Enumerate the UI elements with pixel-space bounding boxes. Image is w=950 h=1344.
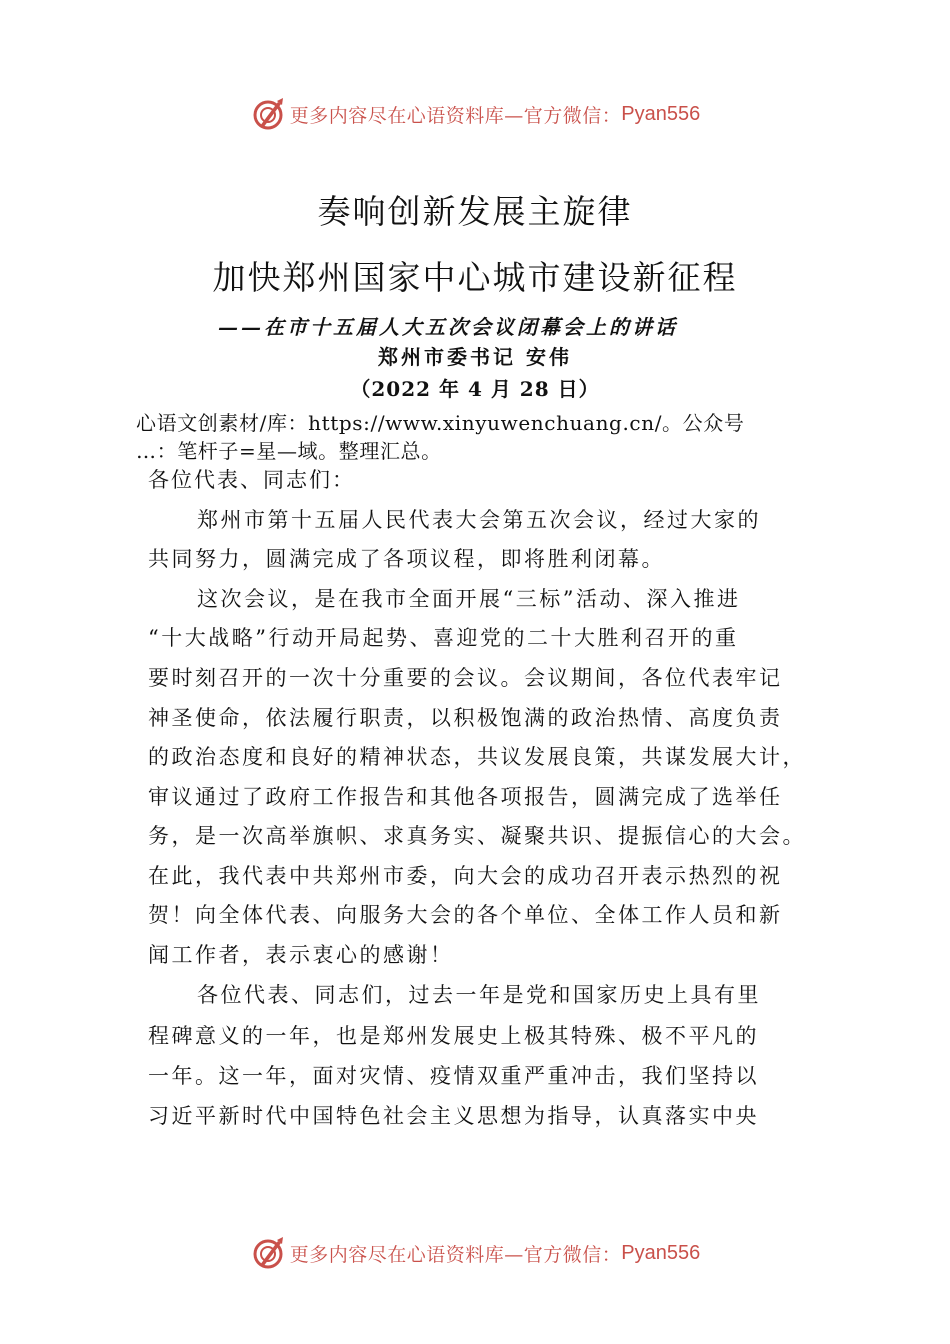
source-line-2: …：笔杆子=星—域。整理汇总。	[136, 439, 442, 463]
body-line: 在此，我代表中共郑州市委，向大会的成功召开表示热烈的祝	[148, 864, 783, 888]
body-line: 郑州市第十五届人民代表大会第五次会议，经过大家的	[197, 508, 761, 532]
body-line: 各位代表、同志们，过去一年是党和国家历史上具有里	[197, 983, 761, 1007]
title-line-2: 加快郑州国家中心城市建设新征程	[212, 258, 738, 297]
body-line: 程碑意义的一年，也是郑州发展史上极其特殊、极不平凡的	[148, 1024, 759, 1048]
speaker: 郑州市委书记 安伟	[378, 345, 572, 369]
subtitle: ——在市十五届人大五次会议闭幕会上的讲话	[218, 315, 678, 339]
body-line: 的政治态度和良好的精神状态，共议发展良策，共谋发展大计，	[148, 745, 806, 769]
body-line: “十大战略”行动开局起势、喜迎党的二十大胜利召开的重	[148, 626, 739, 650]
bottom-banner	[0, 1233, 950, 1273]
body-line: 这次会议，是在我市全面开展“三标”活动、深入推进	[197, 587, 741, 611]
banner-wechat-id: Pyan556	[621, 1241, 701, 1264]
body-line: 要时刻召开的一次十分重要的会议。会议期间，各位代表牢记	[148, 666, 783, 690]
salutation: 各位代表、同志们：	[148, 468, 355, 492]
title-line-1: 奏响创新发展主旋律	[317, 192, 633, 231]
pen-circle-icon	[250, 96, 286, 132]
body-line: 审议通过了政府工作报告和其他各项报告，圆满完成了选举任	[148, 785, 783, 809]
banner-text: 更多内容尽在心语资料库—官方微信：	[289, 1243, 622, 1266]
banner-wechat-id: Pyan556	[621, 102, 701, 125]
body-line: 共同努力，圆满完成了各项议程，即将胜利闭幕。	[148, 547, 665, 571]
body-line: 一年。这一年，面对灾情、疫情双重严重冲击，我们坚持以	[148, 1064, 759, 1088]
body-line: 闻工作者，表示衷心的感谢！	[148, 943, 454, 967]
date: （2022 年 4 月 28 日）	[350, 377, 600, 401]
body-line: 务，是一次高举旗帜、求真务实、凝聚共识、提振信心的大会。	[148, 824, 806, 848]
body-line: 神圣使命，依法履行职责，以积极饱满的政治热情、高度负责	[148, 706, 783, 730]
body-line: 习近平新时代中国特色社会主义思想为指导，认真落实中央	[148, 1104, 759, 1128]
top-banner	[0, 94, 950, 134]
banner-text: 更多内容尽在心语资料库—官方微信：	[289, 104, 622, 127]
pen-circle-icon	[250, 1235, 286, 1271]
source-line-1: 心语文创素材/库：https://www.xinyuwenchuang.cn/。公众号	[136, 411, 745, 435]
body-line: 贺！向全体代表、向服务大会的各个单位、全体工作人员和新	[148, 903, 783, 927]
